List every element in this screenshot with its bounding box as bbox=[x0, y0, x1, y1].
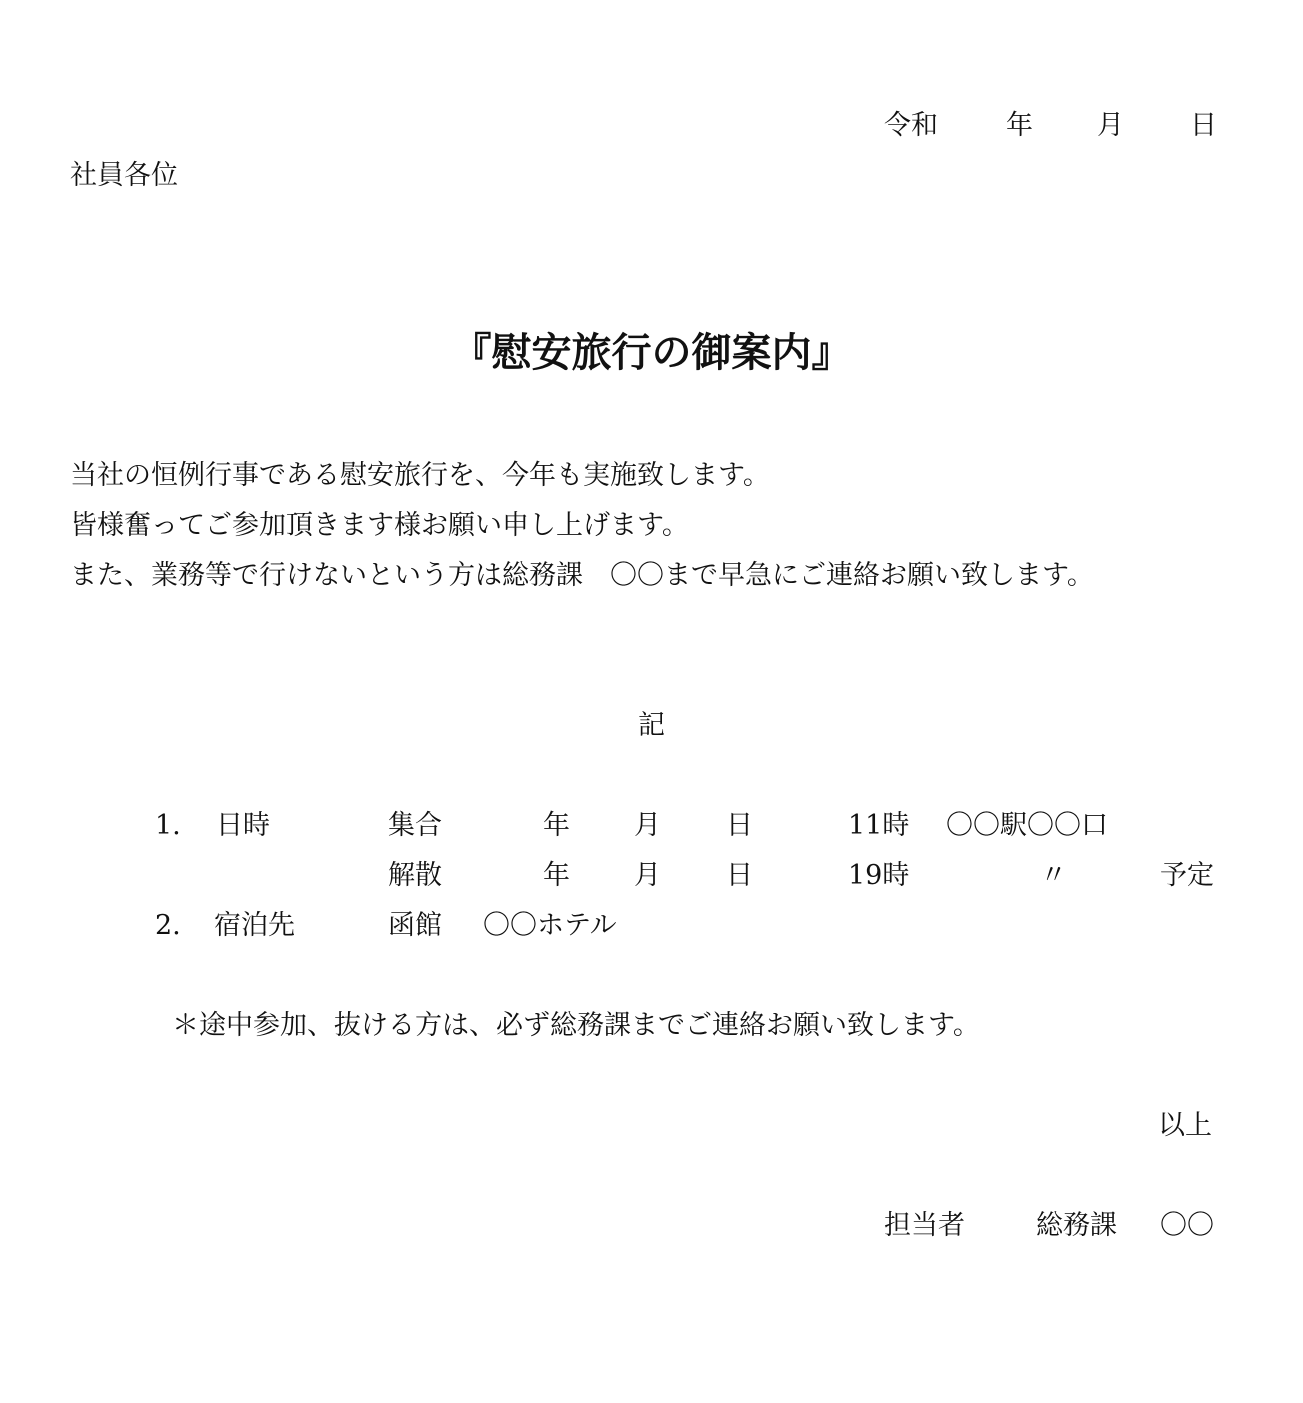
gather-month-unit: 月 bbox=[634, 810, 661, 841]
body-line-3: また、業務等で行けないという方は総務課 〇〇まで早急にご連絡お願い致します。 bbox=[70, 560, 1094, 591]
item1-label: 日時 bbox=[216, 810, 270, 841]
date-day-unit: 日 bbox=[1190, 110, 1217, 141]
date-month-unit: 月 bbox=[1097, 110, 1124, 141]
date-era: 令和 bbox=[884, 110, 938, 141]
lodging-city: 函館 bbox=[388, 910, 442, 941]
lodging-hotel: 〇〇ホテル bbox=[483, 910, 617, 941]
gather-year-unit: 年 bbox=[543, 810, 570, 841]
note-line: ＊途中参加、抜ける方は、必ず総務課までご連絡お願い致します。 bbox=[172, 1010, 980, 1041]
gather-day-unit: 日 bbox=[726, 810, 753, 841]
contact-dept: 総務課 bbox=[1036, 1210, 1117, 1241]
gather-place: 〇〇駅〇〇口 bbox=[946, 810, 1108, 841]
dismiss-time: 19時 bbox=[848, 860, 910, 891]
date-year-unit: 年 bbox=[1006, 110, 1033, 141]
gather-time: 11時 bbox=[848, 810, 910, 841]
dismiss-month-unit: 月 bbox=[634, 860, 661, 891]
ki-heading: 記 bbox=[638, 710, 665, 741]
dismiss-year-unit: 年 bbox=[543, 860, 570, 891]
closing-ijo: 以上 bbox=[1158, 1110, 1212, 1141]
item2-label: 宿泊先 bbox=[214, 910, 295, 941]
recipient: 社員各位 bbox=[70, 160, 178, 191]
dismiss-label: 解散 bbox=[388, 860, 442, 891]
contact-name: 〇〇 bbox=[1160, 1210, 1214, 1241]
dismiss-day-unit: 日 bbox=[726, 860, 753, 891]
dismiss-ditto-mark: 〃 bbox=[1040, 860, 1067, 891]
dismiss-note: 予定 bbox=[1160, 860, 1214, 891]
item1-number: 1. bbox=[155, 810, 181, 841]
body-line-2: 皆様奮ってご参加頂きます様お願い申し上げます。 bbox=[70, 510, 689, 541]
contact-label: 担当者 bbox=[884, 1210, 965, 1241]
item2-number: 2. bbox=[155, 910, 181, 941]
body-line-1: 当社の恒例行事である慰安旅行を、今年も実施致します。 bbox=[70, 460, 770, 491]
document-title: 『慰安旅行の御案内』 bbox=[451, 329, 852, 376]
gather-label: 集合 bbox=[388, 810, 442, 841]
